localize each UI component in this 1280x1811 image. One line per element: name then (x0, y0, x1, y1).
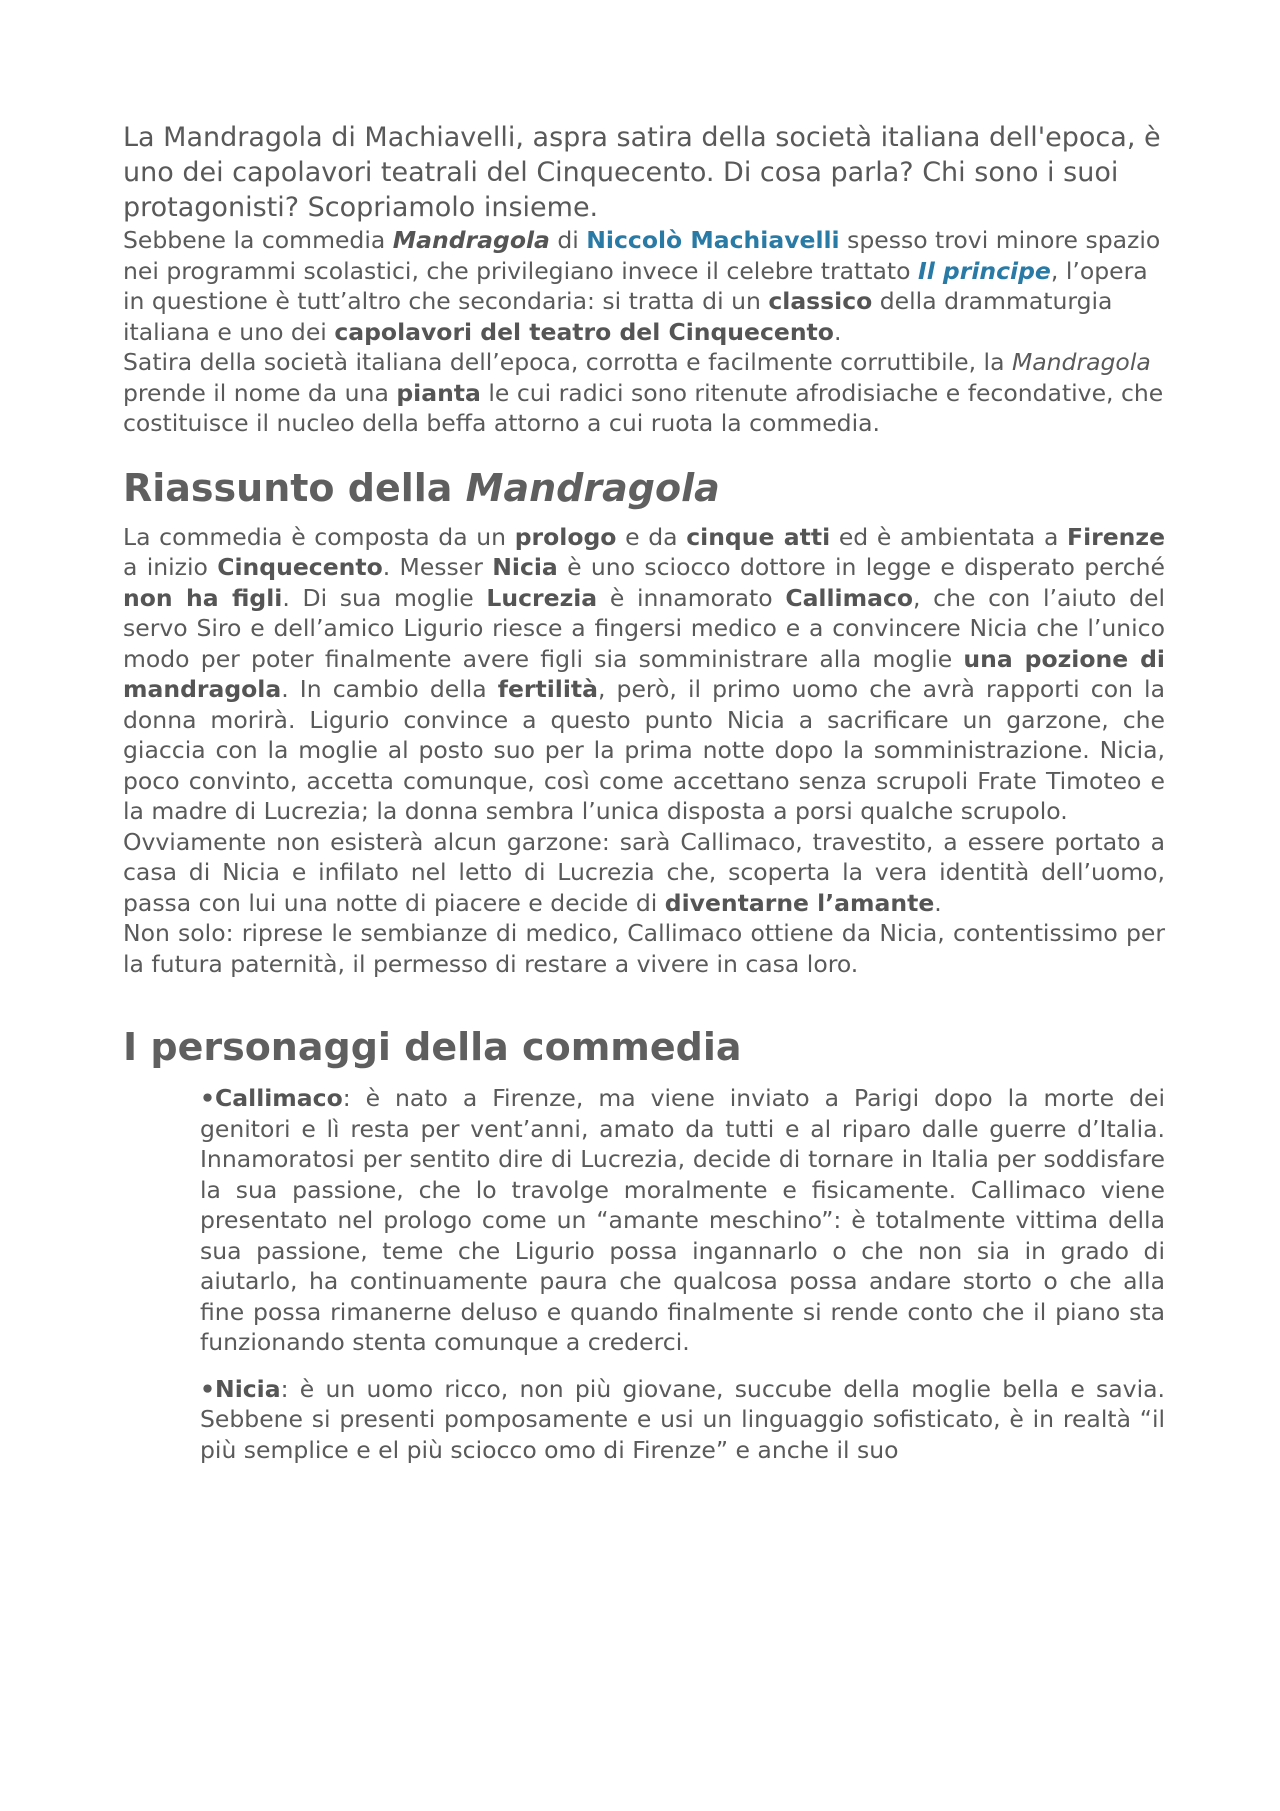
intro-paragraph-1: Sebbene la commedia Mandragola di Niccolò Machiavelli spesso trovi minore spazio nei programmi scolastici, che privilegiano invece il celebre trattato Il principe, l’opera in questione è tutt’altro che secondaria: si tratta di un classico della drammaturgia italiana e uno dei capolavori del teatro del Cinquecento. (123, 226, 1161, 346)
summary-paragraph-2: Ovviamente non esisterà alcun garzone: sarà Callimaco, travestito, a essere portato a casa di Nicia e infilato nel letto di Lucrezia che, scoperta la vera identità dell’uomo, passa con lui una notte di piacere e decide di diventarne l’amante. (123, 827, 1165, 917)
heading-personaggi: I personaggi della commedia (123, 1025, 742, 1069)
article (123, 120, 1165, 1481)
il-principe-link[interactable]: Il principe (917, 256, 1051, 285)
article-intro: La Mandragola di Machiavelli, aspra satira della società italiana dell'epoca, è uno dei capolavori teatrali del Cinquecento. Di cosa parla? Chi sono i suoi protagonisti? Scopriamolo insieme. (123, 122, 1161, 223)
bullet-icon: • (200, 1084, 216, 1112)
title-mandragola-2: Mandragola (1011, 348, 1151, 376)
characters-list (123, 1083, 1165, 1465)
list-item: •Nicia: è un uomo ricco, non più giovane, succube della moglie bella e savia. Sebbene si presenti pomposamente e usi un linguaggio sofisticato, è in realtà “il più semplice e el più sciocco omo di Firenze” e anche il suo (200, 1374, 1165, 1464)
character-name: Nicia (215, 1374, 281, 1403)
summary-paragraph-1: La commedia è composta da un prologo e da cinque atti ed è ambientata a Firenze a inizio Cinquecento. Messer Nicia è uno sciocco dottore in legge e disperato perché non ha figli. Di sua moglie Lucrezia è innamorato Callimaco, che con l’aiuto del servo Siro e dell’amico Ligurio riesce a fingersi medico e a convincere Nicia che l’unico modo per poter finalmente avere figli sia somministrare alla moglie una pozione di mandragola. In cambio della fertilità, però, il primo uomo che avrà rapporti con la donna morirà. Ligurio convince a questo punto Nicia a sacrificare un garzone, che giaccia con la moglie al posto suo per la prima notte dopo la somministrazione. Nicia, poco convinto, accetta comunque, così come accettano senza scrupoli Frate Timoteo e la madre di Lucrezia; la donna sembra l’unica disposta a porsi qualche scrupolo. (123, 522, 1166, 825)
summary-paragraph-3: Non solo: riprese le sembianze di medico, Callimaco ottiene da Nicia, contentissimo per la futura paternità, il permesso di restare a vivere in casa loro. (123, 919, 1165, 978)
emph-capolavori: capolavori del teatro del Cinquecento (334, 317, 834, 346)
intro-paragraph-2: Satira della società italiana dell’epoca, corrotta e facilmente corruttibile, la Mandragola prende il nome da una pianta le cui radici sono ritenute afrodisiache e fecondative, che costituisce il nucleo della beffa attorno a cui ruota la commedia. (123, 348, 1164, 437)
list-item: •Callimaco: è nato a Firenze, ma viene inviato a Parigi dopo la morte dei genitori e lì resta per vent’anni, amato da tutti e al riparo dalle guerre d’Italia. Innamoratosi per sentito dire di Lucrezia, decide di tornare in Italia per soddisfare la sua passione, che lo travolge moralmente e fisicamente. Callimaco viene presentato nel prologo come un “amante meschino”: è totalmente vittima della sua passione, teme che Ligurio possa ingannarlo o che non sia in grado di aiutarlo, ha continuamente paura che qualcosa possa andare storto o che alla fine possa rimanerne deluso e quando finalmente si rende conto che il piano sta funzionando stenta comunque a crederci. (200, 1084, 1165, 1356)
title-mandragola: Mandragola (392, 226, 550, 254)
emph-classico: classico (768, 287, 873, 315)
heading-riassunto: Riassunto della Mandragola (123, 465, 720, 510)
character-name: Callimaco (215, 1084, 343, 1112)
emph-pianta: pianta (396, 378, 481, 407)
bullet-icon: • (200, 1374, 216, 1403)
author-link[interactable]: Niccolò Machiavelli (586, 226, 840, 254)
